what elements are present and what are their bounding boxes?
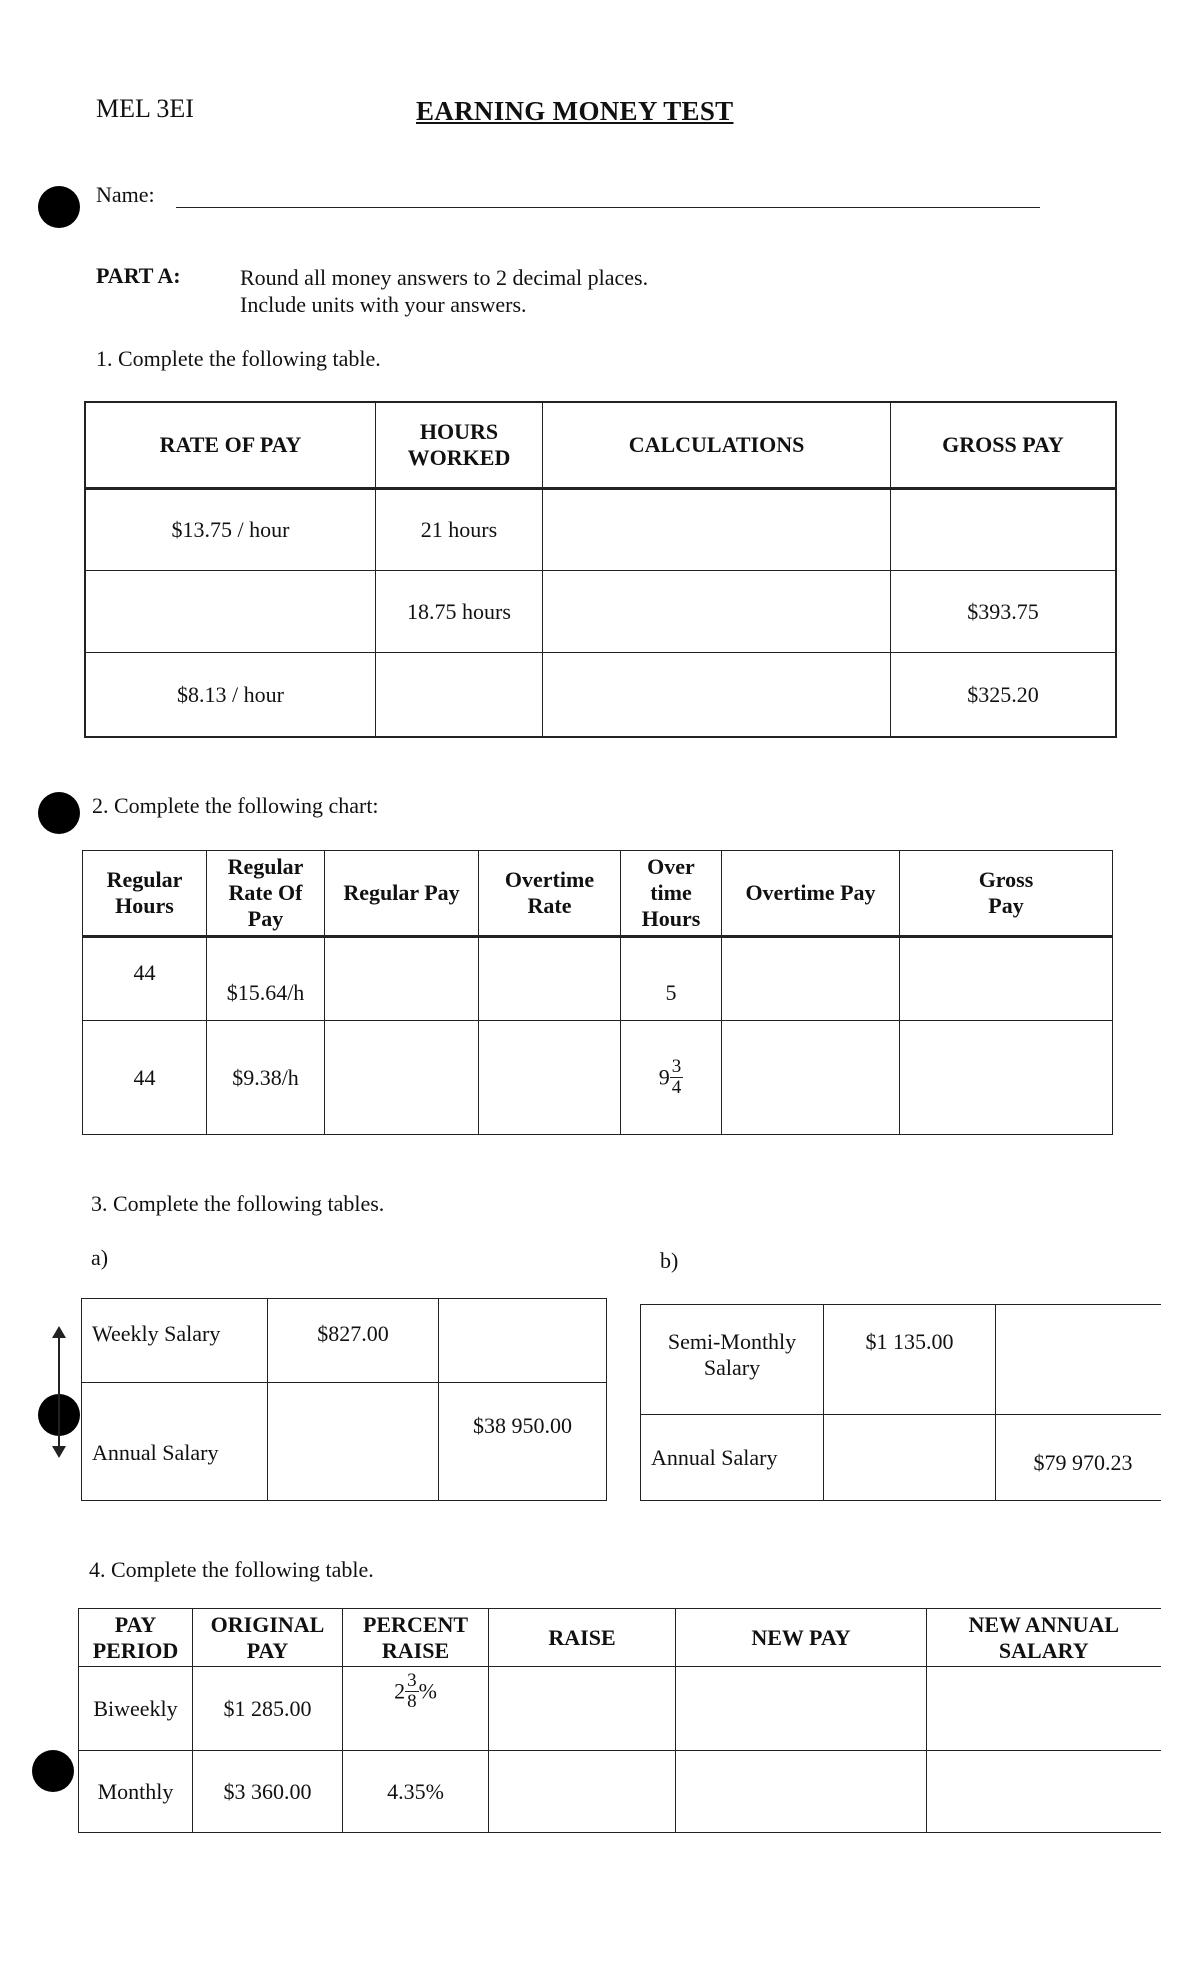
- hours-cell: 18.75 hours: [376, 571, 543, 653]
- overtime-chart-table: [82, 850, 1113, 1135]
- instruction-2: Include units with your answers.: [240, 292, 527, 317]
- header-original-pay: ORIGINAL PAY: [193, 1609, 343, 1667]
- new-annual-salary-cell[interactable]: [927, 1667, 1161, 1751]
- header-calculations: CALCULATIONS: [543, 403, 891, 489]
- header-new-pay: NEW PAY: [676, 1609, 927, 1667]
- raise-cell[interactable]: [489, 1751, 676, 1833]
- part-a-label: PART A:: [96, 263, 181, 288]
- rate-cell: $9.38/h: [207, 1021, 325, 1135]
- table-row: [641, 1305, 1161, 1415]
- calc-cell[interactable]: [543, 653, 891, 737]
- mixed-number-whole: 9: [658, 1064, 670, 1090]
- instruction-1: Round all money answers to 2 decimal places.: [240, 265, 649, 290]
- rate-cell[interactable]: [86, 571, 376, 653]
- label-cell: Annual Salary: [82, 1383, 268, 1501]
- value-cell: $827.00: [268, 1299, 439, 1383]
- table-row: [79, 1667, 1161, 1751]
- overtime-rate-cell[interactable]: [479, 1021, 621, 1135]
- fraction-denominator: 8: [407, 1691, 417, 1712]
- label-cell: Annual Salary: [641, 1415, 824, 1501]
- fraction-numerator: 3: [407, 1670, 417, 1691]
- answer-cell[interactable]: [268, 1383, 439, 1501]
- semi-monthly-salary-table: [640, 1304, 1161, 1501]
- answer-cell[interactable]: [824, 1415, 996, 1501]
- mixed-number-whole: 2: [394, 1678, 406, 1704]
- rate-of-pay-table: [85, 402, 1116, 737]
- gross-pay-cell[interactable]: [900, 937, 1113, 1021]
- label-cell: Semi-Monthly Salary: [641, 1305, 824, 1415]
- new-pay-cell[interactable]: [676, 1751, 927, 1833]
- regular-pay-cell[interactable]: [325, 937, 479, 1021]
- table-row: [86, 489, 1116, 571]
- header-hours-worked: HOURS WORKED: [376, 403, 543, 489]
- arrow-down-icon: [52, 1446, 66, 1458]
- header-overtime-pay: Overtime Pay: [722, 851, 900, 937]
- part-a-marker: a): [91, 1245, 109, 1270]
- header-regular-rate: Regular Rate Of Pay: [207, 851, 325, 937]
- name-field[interactable]: [176, 207, 1040, 208]
- binder-hole-2: [38, 792, 80, 834]
- header-new-annual-salary: NEW ANNUAL SALARY: [927, 1609, 1161, 1667]
- table-row: [641, 1415, 1161, 1501]
- pay-raise-table: [78, 1608, 1161, 1833]
- question-4-prompt: 4. Complete the following table.: [89, 1557, 374, 1582]
- gross-cell: $393.75: [891, 571, 1116, 653]
- overtime-pay-cell[interactable]: [722, 937, 900, 1021]
- weekly-salary-table: [81, 1298, 607, 1501]
- raise-cell[interactable]: [489, 1667, 676, 1751]
- original-pay-cell: $1 285.00: [193, 1667, 343, 1751]
- table-row: [86, 571, 1116, 653]
- regular-pay-cell[interactable]: [325, 1021, 479, 1135]
- overtime-hours-cell: [621, 1021, 722, 1135]
- gross-cell: $325.20: [891, 653, 1116, 737]
- value-cell: $1 135.00: [824, 1305, 996, 1415]
- regular-hours-cell: 44: [83, 937, 207, 1021]
- table-row: [79, 1751, 1161, 1833]
- header-regular-pay: Regular Pay: [325, 851, 479, 937]
- binder-hole-4: [32, 1750, 74, 1792]
- percent-sign: %: [418, 1678, 437, 1704]
- table-row: [82, 1299, 607, 1383]
- header-regular-hours: Regular Hours: [83, 851, 207, 937]
- header-rate-of-pay: RATE OF PAY: [86, 403, 376, 489]
- value-cell: $38 950.00: [439, 1383, 607, 1501]
- page-title: EARNING MONEY TEST: [416, 96, 734, 126]
- table-row: [86, 653, 1116, 737]
- calc-cell[interactable]: [543, 571, 891, 653]
- calc-cell[interactable]: [543, 489, 891, 571]
- period-cell: Monthly: [79, 1751, 193, 1833]
- gross-pay-cell[interactable]: [900, 1021, 1113, 1135]
- table-row: [82, 1383, 607, 1501]
- fraction: [405, 1671, 419, 1712]
- gross-cell[interactable]: [891, 489, 1116, 571]
- original-pay-cell: $3 360.00: [193, 1751, 343, 1833]
- part-b-marker: b): [660, 1248, 679, 1273]
- new-annual-salary-cell[interactable]: [927, 1751, 1161, 1833]
- header-gross-pay: GROSS PAY: [891, 403, 1116, 489]
- table-row: [83, 1021, 1113, 1135]
- percent-raise-cell: 4.35%: [343, 1751, 489, 1833]
- header-raise: RAISE: [489, 1609, 676, 1667]
- answer-cell[interactable]: [996, 1305, 1161, 1415]
- rate-cell: $13.75 / hour: [86, 489, 376, 571]
- question-2-prompt: 2. Complete the following chart:: [92, 793, 379, 818]
- header-pay-period: PAY PERIOD: [79, 1609, 193, 1667]
- question-1-prompt: 1. Complete the following table.: [96, 346, 381, 371]
- header-overtime-rate: Overtime Rate: [479, 851, 621, 937]
- overtime-hours-cell: 5: [621, 937, 722, 1021]
- hours-cell[interactable]: [376, 653, 543, 737]
- value-cell: $79 970.23: [996, 1415, 1161, 1501]
- period-cell: Biweekly: [79, 1667, 193, 1751]
- header-gross-pay: Gross Pay: [900, 851, 1113, 937]
- overtime-rate-cell[interactable]: [479, 937, 621, 1021]
- fraction-denominator: 4: [671, 1077, 682, 1098]
- fraction-numerator: 3: [671, 1056, 682, 1077]
- answer-cell[interactable]: [439, 1299, 607, 1383]
- name-label: Name:: [96, 182, 155, 207]
- regular-hours-cell: 44: [83, 1021, 207, 1135]
- course-code: MEL 3EI: [96, 94, 194, 123]
- new-pay-cell[interactable]: [676, 1667, 927, 1751]
- table-row: [83, 937, 1113, 1021]
- header-percent-raise: PERCENT RAISE: [343, 1609, 489, 1667]
- arrow-line: [58, 1332, 60, 1450]
- fraction: [670, 1057, 684, 1098]
- percent-raise-cell: [343, 1667, 489, 1751]
- overtime-pay-cell[interactable]: [722, 1021, 900, 1135]
- rate-cell: $15.64/h: [207, 937, 325, 1021]
- question-3-prompt: 3. Complete the following tables.: [91, 1191, 385, 1216]
- header-overtime-hours: Over time Hours: [621, 851, 722, 937]
- hours-cell: 21 hours: [376, 489, 543, 571]
- label-cell: Weekly Salary: [82, 1299, 268, 1383]
- binder-hole-1: [38, 186, 80, 228]
- rate-cell: $8.13 / hour: [86, 653, 376, 737]
